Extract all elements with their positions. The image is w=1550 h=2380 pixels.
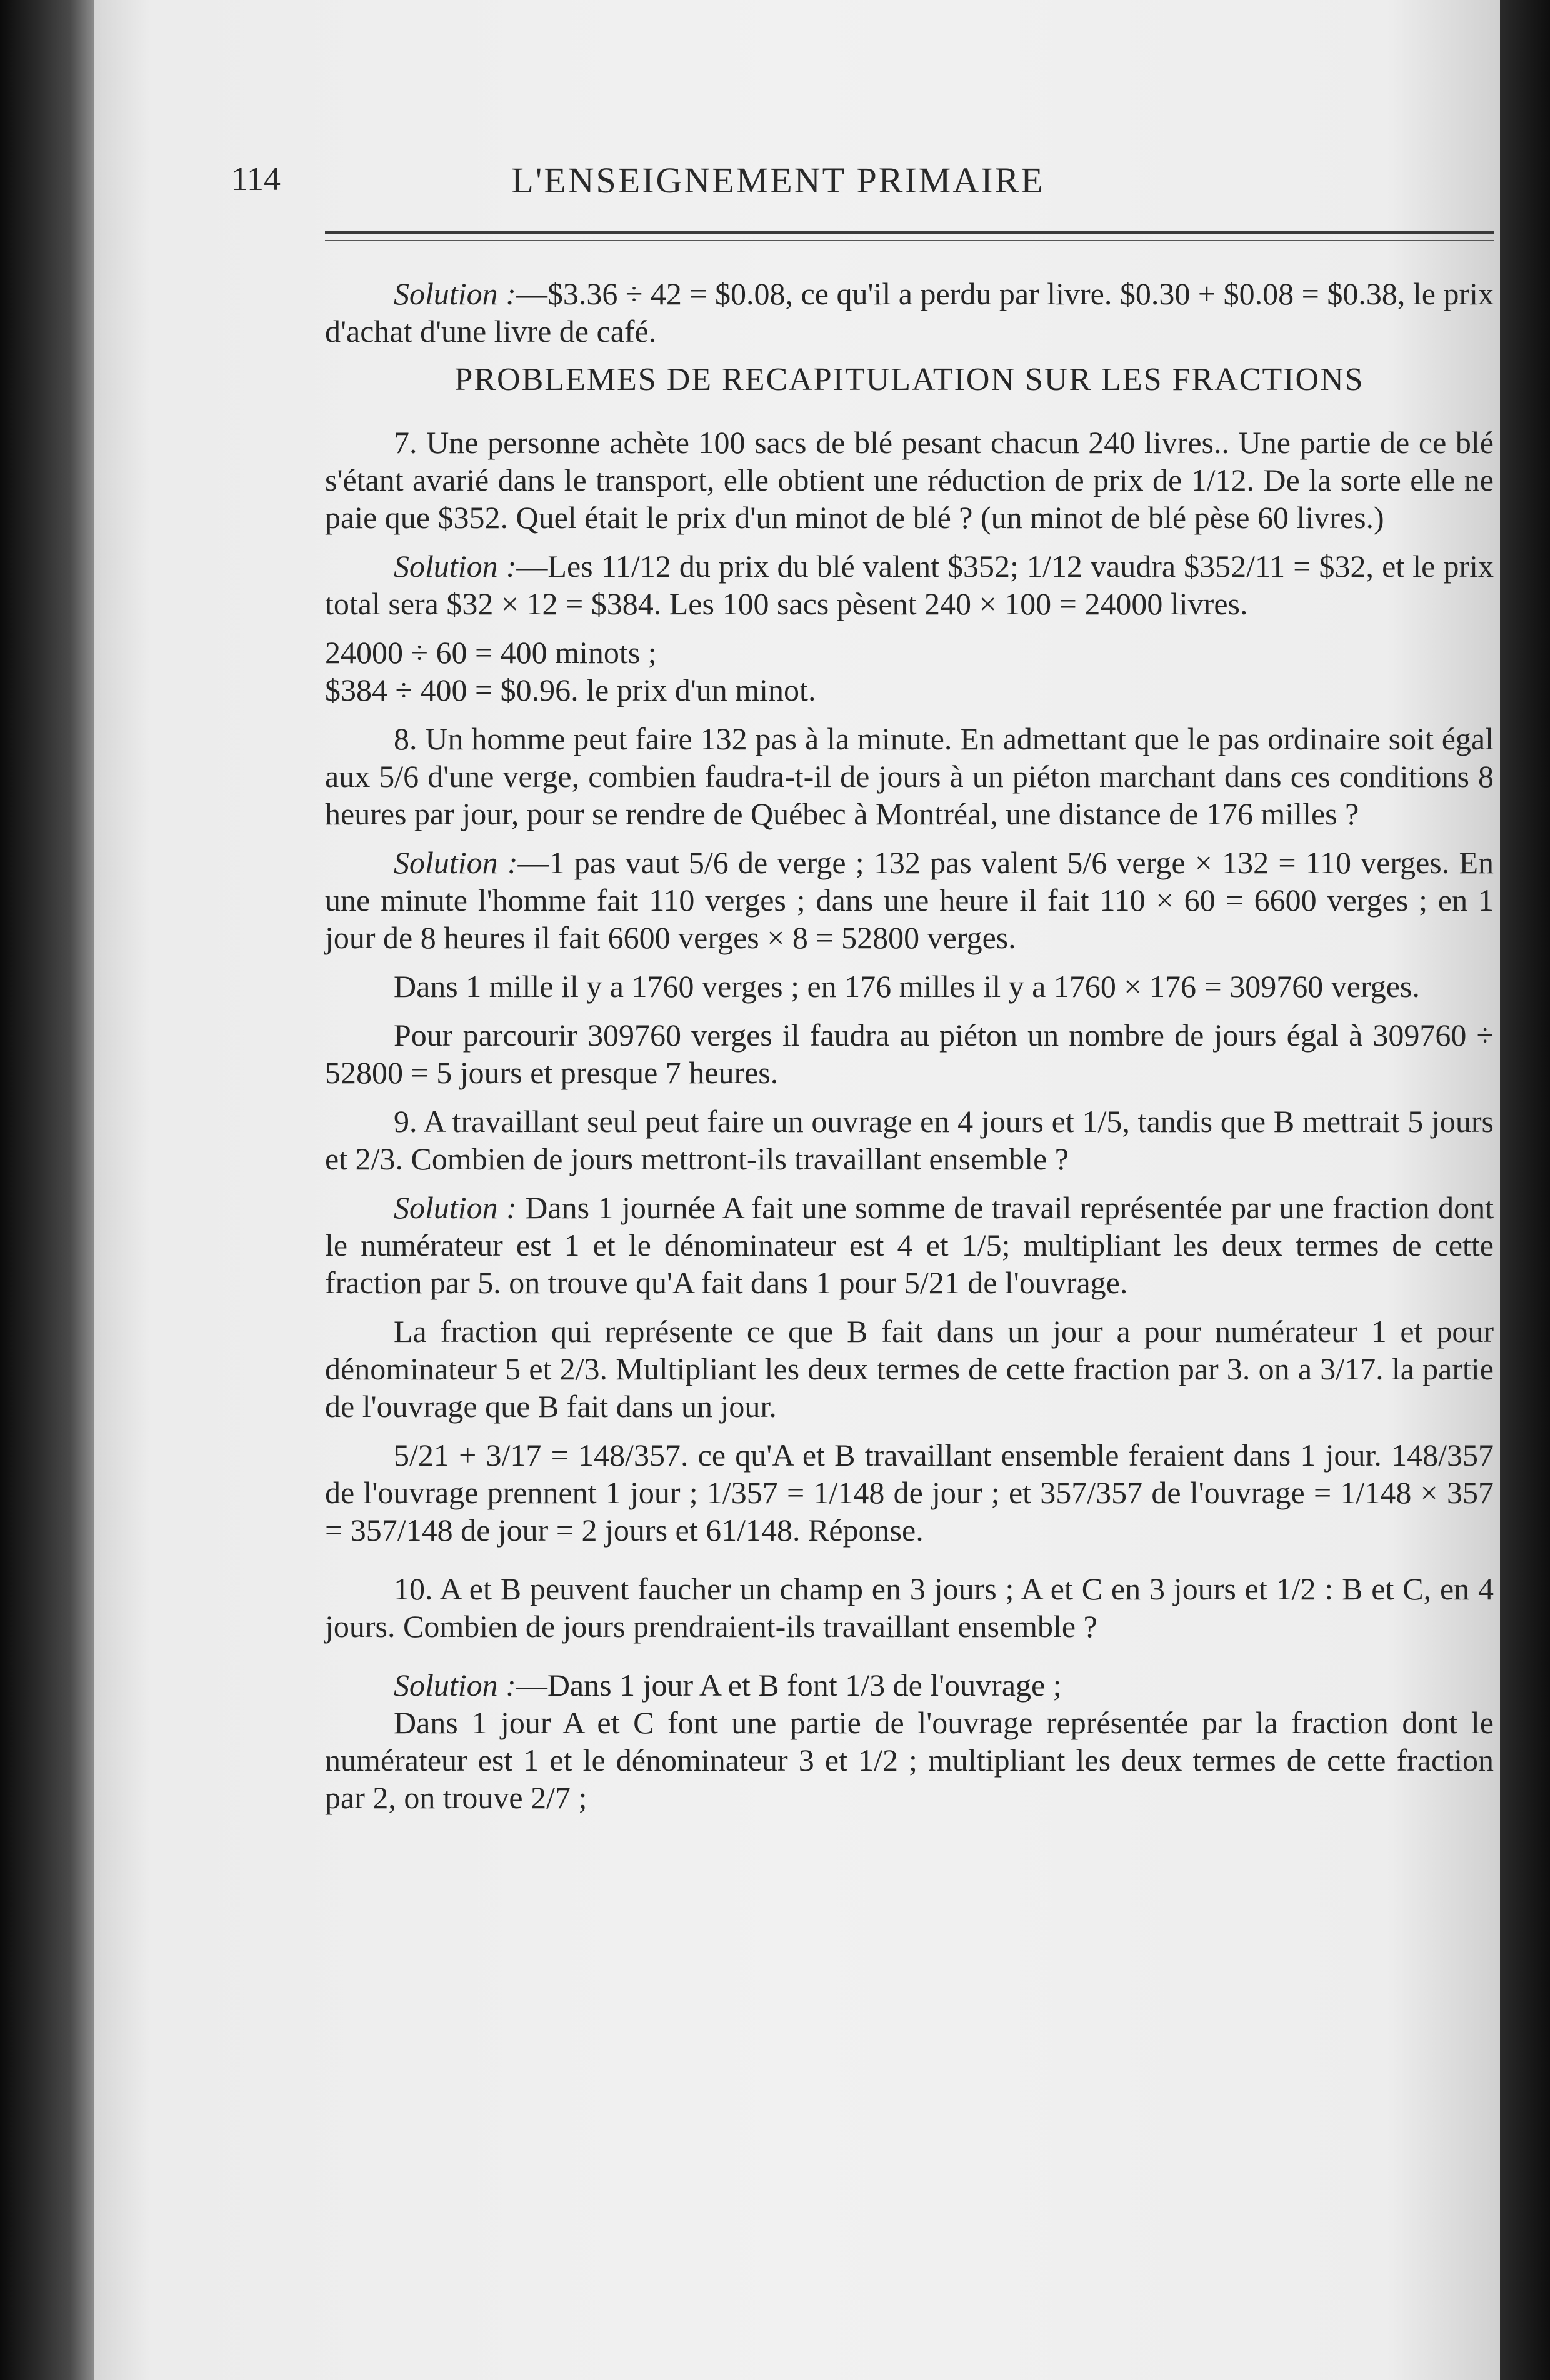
- solution-paragraph: [325, 1704, 1494, 1816]
- paragraph-text: Dans 1 jour A et C font une partie de l'ouvrage représentée par la fraction dont le numérateur est 1 et le dénominateur 3 et 1/2 ; multipliant les deux termes de cette fraction par 2, on trouve 2/7 ;: [325, 1705, 1494, 1815]
- paragraph-text: 5/21 + 3/17 = 148/357. ce qu'A et B travaillant ensemble feraient dans 1 jour. 148/357 de l'ouvrage prennent 1 jour ; 1/357 = 1/148 de jour ; et 357/357 de l'ouvrage = 1/148 × 357 = 357/148 de jour = 2 jours et 61/148. Réponse.: [325, 1438, 1494, 1548]
- paragraph-text: Pour parcourir 309760 verges il faudra au piéton un nombre de jours égal à 309760 ÷ 52800 = 5 jours et presque 7 heures.: [325, 1018, 1494, 1090]
- paragraph-text: —1 pas vaut 5/6 de verge ; 132 pas valent 5/6 verge × 132 = 110 verges. En une minute l'homme fait 110 verges ; dans une heure il fait 110 × 60 = 6600 verges ; en 1 jour de 8 heures il fait 6600 verges × 8 = 52800 verges.: [325, 845, 1494, 955]
- solution-lead: Solution :: [394, 276, 516, 311]
- paragraph-text: La fraction qui représente ce que B fait dans un jour a pour numérateur 1 et pour dénominateur 5 et 2/3. Multipliant les deux termes de cette fraction par 3. on a 3/17. la partie de l'ouvrage que B fait dans un jour.: [325, 1314, 1494, 1424]
- paragraph-text: 10. A et B peuvent faucher un champ en 3 jours ; A et C en 3 jours et 1/2 : B et C, en 4 jours. Combien de jours prendraient-ils travaillant ensemble ?: [325, 1571, 1494, 1644]
- solution-lead: Solution :: [394, 1190, 517, 1225]
- solution-paragraph: [325, 968, 1494, 1005]
- calculation-line: [325, 671, 1494, 709]
- paragraph-text: 8. Un homme peut faire 132 pas à la minute. En admettant que le pas ordinaire soit égal aux 5/6 d'une verge, combien faudra-t-il de jours à un piéton marchant dans ces conditions 8 heures par jour, pour se rendre de Québec à Montréal, une distance de 176 milles ?: [325, 721, 1494, 831]
- section-heading: PROBLEMES DE RECAPITULATION SUR LES FRACTIONS: [454, 362, 1364, 398]
- header-rule: [325, 231, 1494, 234]
- solution-lead: Solution :: [394, 845, 518, 880]
- page-right-edge: [1500, 0, 1550, 2380]
- solution-paragraph: [325, 844, 1494, 956]
- solution-paragraph: [325, 275, 1494, 350]
- running-title: L'ENSEIGNEMENT PRIMAIRE: [511, 160, 1045, 201]
- paragraph-text: $384 ÷ 400 = $0.96. le prix d'un minot.: [325, 672, 816, 708]
- paragraph-text: 9. A travaillant seul peut faire un ouvrage en 4 jours et 1/5, tandis que B mettrait 5 jours et 2/3. Combien de jours mettront-ils travaillant ensemble ?: [325, 1104, 1494, 1176]
- problem-paragraph: [325, 424, 1494, 536]
- paragraph-text: —Les 11/12 du prix du blé valent $352; 1/12 vaudra $352/11 = $32, et le prix total sera $32 × 12 = $384. Les 100 sacs pèsent 240 × 100 = 24000 livres.: [325, 549, 1494, 621]
- calculation-line: [325, 634, 1494, 671]
- header-rule-thin: [325, 240, 1494, 241]
- page-number: 114: [231, 160, 281, 198]
- book-spine-edge: [0, 0, 94, 2380]
- solution-paragraph: [325, 1436, 1494, 1549]
- paragraph-text: 7. Une personne achète 100 sacs de blé pesant chacun 240 livres.. Une partie de ce blé s'étant avarié dans le transport, elle obtient une réduction de prix de 1/12. De la sorte elle ne paie que $352. Quel était le prix d'un minot de blé ? (un minot de blé pèse 60 livres.): [325, 425, 1494, 535]
- paragraph-text: —Dans 1 jour A et B font 1/3 de l'ouvrage ;: [516, 1668, 1062, 1702]
- solution-lead: Solution :: [394, 1668, 516, 1702]
- solution-paragraph: [325, 1016, 1494, 1091]
- solution-paragraph: [325, 548, 1494, 622]
- paragraph-text: —$3.36 ÷ 42 = $0.08, ce qu'il a perdu par livre. $0.30 + $0.08 = $0.38, le prix d'achat d'une livre de café.: [325, 276, 1494, 349]
- page-body: [325, 275, 1494, 1828]
- paragraph-text: Dans 1 mille il y a 1760 verges ; en 176 milles il y a 1760 × 176 = 309760 verges.: [394, 969, 1420, 1004]
- solution-paragraph: [325, 1666, 1494, 1704]
- problem-paragraph: [325, 720, 1494, 832]
- solution-paragraph: [325, 1312, 1494, 1425]
- problem-paragraph: [325, 1570, 1494, 1645]
- paragraph-text: 24000 ÷ 60 = 400 minots ;: [325, 635, 657, 670]
- paragraph-text: Dans 1 journée A fait une somme de travail représentée par une fraction dont le numérateur est 1 et le dénominateur est 4 et 1/5; multipliant les deux termes de cette fraction par 5. on trouve qu'A fait dans 1 pour 5/21 de l'ouvrage.: [325, 1190, 1494, 1300]
- problem-paragraph: [325, 1102, 1494, 1178]
- page-header: [231, 153, 1231, 209]
- solution-paragraph: [325, 1189, 1494, 1301]
- solution-lead: Solution :: [394, 549, 517, 584]
